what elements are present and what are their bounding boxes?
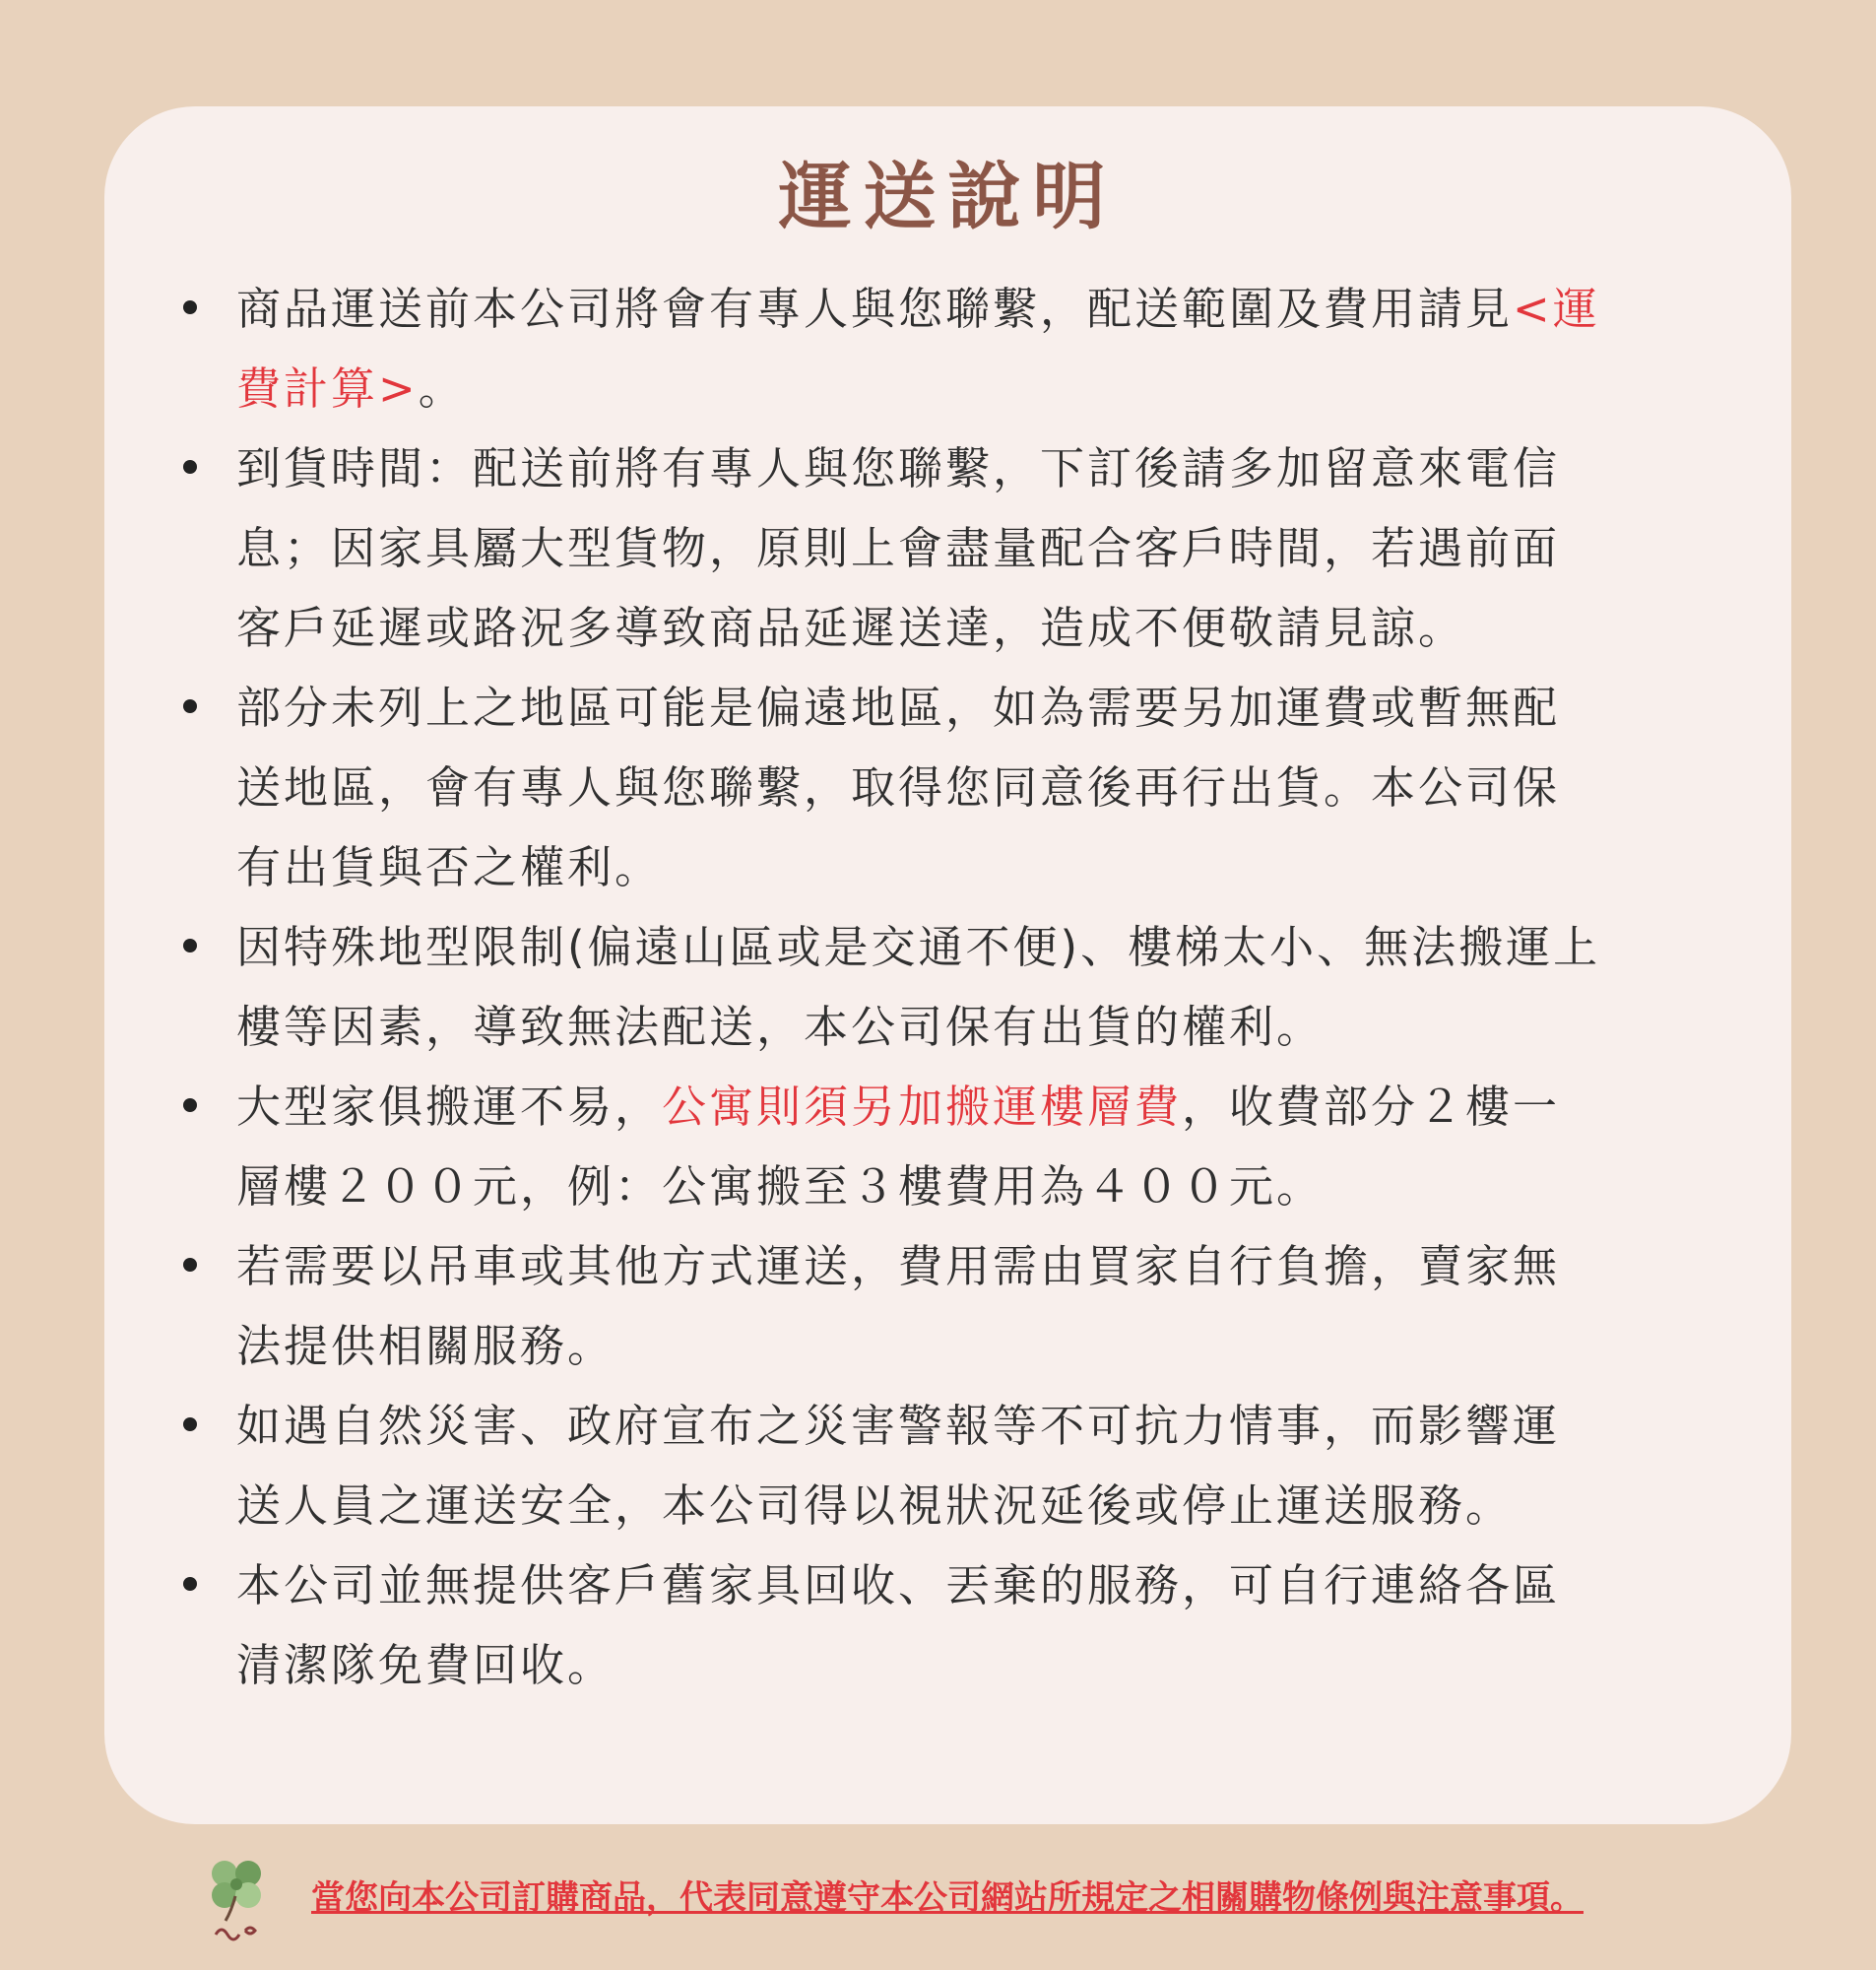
list-item [236,269,1773,428]
body-text: 若需要以吊車或其他方式運送，費用需由買家自行負擔，賣家無 [236,1240,1561,1292]
bullet-icon [183,1258,197,1272]
list-item-line [236,827,1773,907]
body-text: 。 [418,362,466,415]
list-item-line [236,1545,1773,1625]
body-text: ，收費部分２樓一 [1182,1081,1561,1133]
list-item [236,1226,1773,1386]
footer [0,1852,1876,1960]
body-text: 客戶延遲或路況多導致商品延遲送達，造成不便敬請見諒。 [236,602,1466,654]
list-item-line [236,668,1773,748]
body-text: 如遇自然災害、政府宣布之災害警報等不可抗力情事，而影響運 [236,1400,1561,1452]
list-item-line [236,588,1773,668]
list-item-line [236,1147,1773,1226]
bullet-icon [183,939,197,952]
clover-logo-icon [202,1852,271,1950]
list-item-line [236,508,1773,588]
list-item-line [236,349,1773,428]
page-title: 運送說明 [778,155,1118,239]
bullet-icon [183,699,197,713]
list-item-line [236,1386,1773,1466]
list-item [236,1386,1773,1545]
body-text: 樓等因素，導致無法配送，本公司保有出貨的權利。 [236,1001,1325,1053]
bullet-icon [183,300,197,314]
list-item-line [236,1226,1773,1306]
bullet-icon [183,1577,197,1591]
body-text: 送地區，會有專人與您聯繫，取得您同意後再行出貨。本公司保 [236,761,1561,814]
body-text: 有出貨與否之權利。 [236,841,663,893]
list-item-line [236,1625,1773,1705]
shipping-rules-list [236,269,1773,1705]
body-text: 因特殊地型限制(偏遠山區或是交通不便)、樓梯太小、無法搬運上 [236,921,1601,973]
highlight-text: 費計算> [236,362,419,415]
list-item [236,668,1773,907]
list-item [236,1545,1773,1705]
body-text: 清潔隊免費回收。 [236,1639,615,1691]
list-item-line [236,1067,1773,1147]
shipping-info-card [104,106,1791,1824]
list-item-line [236,748,1773,827]
bullet-icon [183,1098,197,1112]
list-item [236,907,1773,1067]
body-text: 層樓２００元，例：公寓搬至３樓費用為４００元。 [236,1160,1325,1213]
list-item-line [236,269,1773,349]
list-item [236,1067,1773,1226]
bullet-icon [183,460,197,474]
body-text: 送人員之運送安全，本公司得以視狀況延後或停止運送服務。 [236,1479,1514,1532]
bullet-icon [183,1417,197,1431]
highlight-text: 公寓則須另加搬運樓層費 [662,1081,1183,1133]
list-item-line [236,1306,1773,1386]
terms-notice-link[interactable]: 當您向本公司訂購商品，代表同意遵守本公司網站所規定之相關購物條例與注意事項。 [311,1878,1584,1918]
body-text: 息；因家具屬大型貨物，原則上會盡量配合客戶時間，若遇前面 [236,522,1561,574]
list-item-line [236,1466,1773,1545]
body-text: 部分未列上之地區可能是偏遠地區，如為需要另加運費或暫無配 [236,682,1561,734]
list-item-line [236,428,1773,508]
body-text: 法提供相關服務。 [236,1320,615,1372]
body-text: 大型家俱搬運不易， [236,1081,663,1133]
list-item [236,428,1773,668]
list-item-line [236,987,1773,1067]
body-text: 商品運送前本公司將會有專人與您聯繫，配送範圍及費用請見 [236,283,1514,335]
highlight-text: <運 [1513,283,1600,335]
body-text: 本公司並無提供客戶舊家具回收、丟棄的服務，可自行連絡各區 [236,1559,1561,1611]
body-text: 到貨時間：配送前將有專人與您聯繫，下訂後請多加留意來電信 [236,442,1561,494]
list-item-line [236,907,1773,987]
